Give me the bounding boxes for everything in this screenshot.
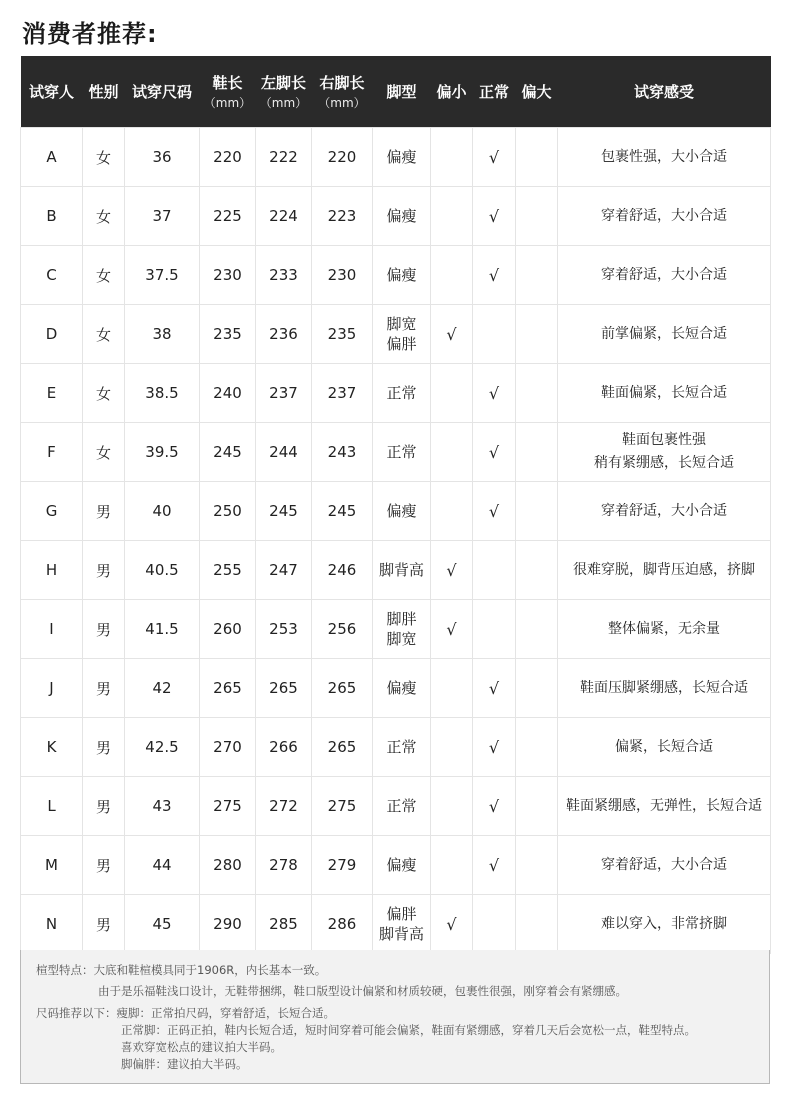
cell-normal xyxy=(473,541,516,600)
feeling-line: 鞋面包裹性强 xyxy=(622,432,706,448)
cell-size: 44 xyxy=(125,836,200,895)
note-loose-fit: 喜欢穿宽松点的建议拍大半码。 xyxy=(121,1040,282,1054)
cell-size: 40.5 xyxy=(125,541,200,600)
cell-normal: √ xyxy=(473,659,516,718)
cell-right-foot: 265 xyxy=(312,659,373,718)
cell-shoe-length: 235 xyxy=(200,305,256,364)
cell-size: 42.5 xyxy=(125,718,200,777)
table-header-row xyxy=(21,56,771,128)
feeling-line: 鞋面偏紧，长短合适 xyxy=(601,384,727,401)
cell-shoe-length: 255 xyxy=(200,541,256,600)
header-large xyxy=(516,56,558,128)
cell-normal: √ xyxy=(473,187,516,246)
cell-normal: √ xyxy=(473,364,516,423)
cell-right-foot: 275 xyxy=(312,777,373,836)
cell-small xyxy=(431,246,473,305)
cell-right-foot: 223 xyxy=(312,187,373,246)
feeling-line: 难以穿入，非常挤脚 xyxy=(601,915,727,932)
cell-right-foot: 243 xyxy=(312,423,373,482)
header-unit: （mm） xyxy=(259,96,308,110)
cell-foot-type xyxy=(373,836,431,895)
cell-large xyxy=(516,777,558,836)
cell-feeling xyxy=(558,128,771,187)
cell-foot-type xyxy=(373,423,431,482)
cell-small: √ xyxy=(431,600,473,659)
cell-large xyxy=(516,541,558,600)
cell-large xyxy=(516,187,558,246)
cell-large xyxy=(516,659,558,718)
fit-test-table xyxy=(20,56,770,954)
note-design: 由于是乐福鞋浅口设计，无鞋带捆绑，鞋口版型设计偏紧和材质较硬，包裹性很强，刚穿着会有紧绷感。 xyxy=(98,984,627,998)
cell-person: J xyxy=(21,659,83,718)
cell-left-foot: 244 xyxy=(256,423,312,482)
cell-normal: √ xyxy=(473,718,516,777)
cell-small xyxy=(431,364,473,423)
table-row xyxy=(21,246,771,305)
cell-right-foot: 256 xyxy=(312,600,373,659)
header-label: 试穿人 xyxy=(28,83,74,101)
cell-gender: 女 xyxy=(83,128,125,187)
cell-feeling xyxy=(558,482,771,541)
cell-size: 45 xyxy=(125,895,200,954)
table-row xyxy=(21,305,771,364)
cell-person: I xyxy=(21,600,83,659)
cell-gender: 女 xyxy=(83,187,125,246)
cell-right-foot: 246 xyxy=(312,541,373,600)
cell-foot-type xyxy=(373,895,431,954)
foot-type-line: 脚宽 xyxy=(386,630,417,648)
cell-large xyxy=(516,305,558,364)
cell-right-foot: 237 xyxy=(312,364,373,423)
cell-gender: 女 xyxy=(83,246,125,305)
cell-left-foot: 233 xyxy=(256,246,312,305)
cell-left-foot: 272 xyxy=(256,777,312,836)
table-row xyxy=(21,364,771,423)
foot-type-line: 脚宽 xyxy=(386,315,417,333)
cell-large xyxy=(516,718,558,777)
header-small xyxy=(431,56,473,128)
cell-gender: 女 xyxy=(83,305,125,364)
cell-small xyxy=(431,659,473,718)
cell-normal: √ xyxy=(473,246,516,305)
cell-left-foot: 285 xyxy=(256,895,312,954)
feeling-line: 鞋面压脚紧绷感，长短合适 xyxy=(580,679,748,696)
cell-normal: √ xyxy=(473,128,516,187)
cell-left-foot: 245 xyxy=(256,482,312,541)
cell-small: √ xyxy=(431,895,473,954)
cell-person: G xyxy=(21,482,83,541)
cell-small xyxy=(431,777,473,836)
cell-size: 43 xyxy=(125,777,200,836)
cell-large xyxy=(516,246,558,305)
cell-feeling xyxy=(558,541,771,600)
cell-foot-type xyxy=(373,128,431,187)
header-label: 性别 xyxy=(88,83,119,101)
cell-shoe-length: 250 xyxy=(200,482,256,541)
cell-foot-type xyxy=(373,600,431,659)
table-row xyxy=(21,128,771,187)
cell-left-foot: 265 xyxy=(256,659,312,718)
header-label: 偏大 xyxy=(521,83,552,101)
cell-left-foot: 266 xyxy=(256,718,312,777)
cell-shoe-length: 290 xyxy=(200,895,256,954)
cell-foot-type xyxy=(373,777,431,836)
cell-foot-type xyxy=(373,246,431,305)
cell-large xyxy=(516,128,558,187)
cell-gender: 男 xyxy=(83,600,125,659)
cell-size: 38 xyxy=(125,305,200,364)
header-person xyxy=(21,56,83,128)
header-label: 脚型 xyxy=(386,83,417,101)
cell-large xyxy=(516,600,558,659)
cell-size: 37.5 xyxy=(125,246,200,305)
cell-right-foot: 235 xyxy=(312,305,373,364)
table-body xyxy=(21,128,771,954)
cell-normal xyxy=(473,305,516,364)
cell-normal xyxy=(473,600,516,659)
feeling-line: 整体偏紧，无余量 xyxy=(608,620,720,637)
cell-foot-type xyxy=(373,659,431,718)
foot-type-line: 正常 xyxy=(386,443,417,461)
feeling-line: 包裹性强，大小合适 xyxy=(601,148,727,165)
table-row xyxy=(21,482,771,541)
header-label: 左脚长 xyxy=(260,74,306,92)
feeling-line: 稍有紧绷感，长短合适 xyxy=(594,455,734,471)
cell-left-foot: 222 xyxy=(256,128,312,187)
cell-large xyxy=(516,836,558,895)
foot-type-line: 正常 xyxy=(386,738,417,756)
cell-left-foot: 237 xyxy=(256,364,312,423)
cell-feeling xyxy=(558,659,771,718)
cell-feeling xyxy=(558,600,771,659)
cell-size: 37 xyxy=(125,187,200,246)
cell-left-foot: 247 xyxy=(256,541,312,600)
cell-person: C xyxy=(21,246,83,305)
cell-feeling xyxy=(558,423,771,482)
cell-person: B xyxy=(21,187,83,246)
cell-shoe-length: 220 xyxy=(200,128,256,187)
header-label: 偏小 xyxy=(436,83,467,101)
cell-shoe-length: 275 xyxy=(200,777,256,836)
feeling-line: 穿着舒适，大小合适 xyxy=(601,266,727,283)
foot-type-line: 偏胖 xyxy=(386,905,417,923)
cell-large xyxy=(516,423,558,482)
foot-type-line: 正常 xyxy=(386,384,417,402)
cell-person: A xyxy=(21,128,83,187)
cell-right-foot: 245 xyxy=(312,482,373,541)
cell-shoe-length: 270 xyxy=(200,718,256,777)
cell-shoe-length: 230 xyxy=(200,246,256,305)
header-shoe-length xyxy=(200,56,256,128)
cell-normal xyxy=(473,895,516,954)
cell-right-foot: 230 xyxy=(312,246,373,305)
header-label: 试穿感受 xyxy=(633,83,694,101)
table-row xyxy=(21,777,771,836)
cell-person: N xyxy=(21,895,83,954)
cell-small xyxy=(431,718,473,777)
cell-large xyxy=(516,482,558,541)
table-row xyxy=(21,718,771,777)
cell-gender: 男 xyxy=(83,659,125,718)
table-row xyxy=(21,187,771,246)
header-left-foot xyxy=(256,56,312,128)
feeling-line: 偏紧，长短合适 xyxy=(615,738,713,755)
cell-small xyxy=(431,423,473,482)
feeling-line: 穿着舒适，大小合适 xyxy=(601,856,727,873)
cell-normal: √ xyxy=(473,482,516,541)
cell-shoe-length: 265 xyxy=(200,659,256,718)
header-right-foot xyxy=(312,56,373,128)
cell-feeling xyxy=(558,718,771,777)
cell-size: 41.5 xyxy=(125,600,200,659)
header-feeling xyxy=(558,56,771,128)
cell-person: K xyxy=(21,718,83,777)
feeling-line: 穿着舒适，大小合适 xyxy=(601,207,727,224)
feeling-line: 前掌偏紧，长短合适 xyxy=(601,325,727,342)
cell-person: E xyxy=(21,364,83,423)
cell-person: H xyxy=(21,541,83,600)
cell-normal: √ xyxy=(473,836,516,895)
cell-shoe-length: 225 xyxy=(200,187,256,246)
cell-feeling xyxy=(558,246,771,305)
feeling-line: 鞋面紧绷感，无弹性，长短合适 xyxy=(566,797,762,814)
table-row xyxy=(21,541,771,600)
cell-normal: √ xyxy=(473,423,516,482)
cell-feeling xyxy=(558,305,771,364)
header-label: 试穿尺码 xyxy=(131,83,192,101)
cell-gender: 男 xyxy=(83,541,125,600)
table-row xyxy=(21,659,771,718)
cell-foot-type xyxy=(373,482,431,541)
table-row xyxy=(21,836,771,895)
note-normal-foot: 正常脚：正码正拍，鞋内长短合适，短时间穿着可能会偏紧，鞋面有紧绷感，穿着几天后会宽松一点，鞋型特点。 xyxy=(121,1023,696,1037)
cell-foot-type xyxy=(373,187,431,246)
cell-left-foot: 278 xyxy=(256,836,312,895)
header-label: 右脚长 xyxy=(319,74,365,92)
cell-gender: 男 xyxy=(83,482,125,541)
cell-shoe-length: 245 xyxy=(200,423,256,482)
note-fit-feature: 楦型特点：大底和鞋楦模具同于1906R，内长基本一致。 xyxy=(36,963,327,977)
cell-gender: 男 xyxy=(83,777,125,836)
header-normal xyxy=(473,56,516,128)
notes-panel xyxy=(20,950,770,1084)
cell-left-foot: 236 xyxy=(256,305,312,364)
foot-type-line: 偏瘦 xyxy=(386,148,417,166)
header-unit: （mm） xyxy=(203,96,252,110)
cell-small xyxy=(431,187,473,246)
header-label: 正常 xyxy=(478,83,509,101)
table-row xyxy=(21,600,771,659)
cell-gender: 女 xyxy=(83,364,125,423)
cell-size: 38.5 xyxy=(125,364,200,423)
cell-foot-type xyxy=(373,541,431,600)
cell-person: D xyxy=(21,305,83,364)
cell-small: √ xyxy=(431,305,473,364)
cell-small xyxy=(431,482,473,541)
cell-small xyxy=(431,128,473,187)
cell-size: 40 xyxy=(125,482,200,541)
foot-type-line: 偏瘦 xyxy=(386,679,417,697)
header-unit: （mm） xyxy=(318,96,366,110)
header-foot-type xyxy=(373,56,431,128)
cell-right-foot: 279 xyxy=(312,836,373,895)
cell-feeling xyxy=(558,777,771,836)
foot-type-line: 正常 xyxy=(386,797,417,815)
foot-type-line: 偏瘦 xyxy=(386,207,417,225)
cell-gender: 女 xyxy=(83,423,125,482)
cell-right-foot: 265 xyxy=(312,718,373,777)
page-title: 消费者推荐: xyxy=(22,20,158,48)
cell-foot-type xyxy=(373,305,431,364)
cell-right-foot: 286 xyxy=(312,895,373,954)
cell-feeling xyxy=(558,836,771,895)
cell-size: 39.5 xyxy=(125,423,200,482)
cell-feeling xyxy=(558,364,771,423)
table-row xyxy=(21,895,771,954)
feeling-line: 很难穿脱，脚背压迫感，挤脚 xyxy=(573,561,755,578)
foot-type-line: 脚背高 xyxy=(378,925,424,943)
cell-shoe-length: 240 xyxy=(200,364,256,423)
cell-feeling xyxy=(558,187,771,246)
cell-person: L xyxy=(21,777,83,836)
foot-type-line: 脚背高 xyxy=(378,561,424,579)
cell-normal: √ xyxy=(473,777,516,836)
foot-type-line: 偏瘦 xyxy=(386,856,417,874)
table-row xyxy=(21,423,771,482)
cell-shoe-length: 280 xyxy=(200,836,256,895)
cell-left-foot: 253 xyxy=(256,600,312,659)
header-gender xyxy=(83,56,125,128)
cell-foot-type xyxy=(373,718,431,777)
foot-type-line: 偏瘦 xyxy=(386,502,417,520)
note-wide-foot: 脚偏胖：建议拍大半码。 xyxy=(121,1057,248,1071)
cell-small: √ xyxy=(431,541,473,600)
cell-gender: 男 xyxy=(83,895,125,954)
cell-size: 36 xyxy=(125,128,200,187)
cell-small xyxy=(431,836,473,895)
cell-feeling xyxy=(558,895,771,954)
cell-left-foot: 224 xyxy=(256,187,312,246)
cell-shoe-length: 260 xyxy=(200,600,256,659)
header-label: 鞋长 xyxy=(212,74,243,92)
cell-gender: 男 xyxy=(83,718,125,777)
cell-large xyxy=(516,895,558,954)
cell-person: M xyxy=(21,836,83,895)
cell-gender: 男 xyxy=(83,836,125,895)
cell-foot-type xyxy=(373,364,431,423)
cell-size: 42 xyxy=(125,659,200,718)
foot-type-line: 偏胖 xyxy=(386,335,417,353)
cell-right-foot: 220 xyxy=(312,128,373,187)
cell-person: F xyxy=(21,423,83,482)
foot-type-line: 偏瘦 xyxy=(386,266,417,284)
cell-large xyxy=(516,364,558,423)
foot-type-line: 脚胖 xyxy=(386,610,417,628)
feeling-line: 穿着舒适，大小合适 xyxy=(601,502,727,519)
header-size xyxy=(125,56,200,128)
note-size-recommend: 尺码推荐以下：瘦脚：正常拍尺码，穿着舒适，长短合适。 xyxy=(36,1006,335,1020)
